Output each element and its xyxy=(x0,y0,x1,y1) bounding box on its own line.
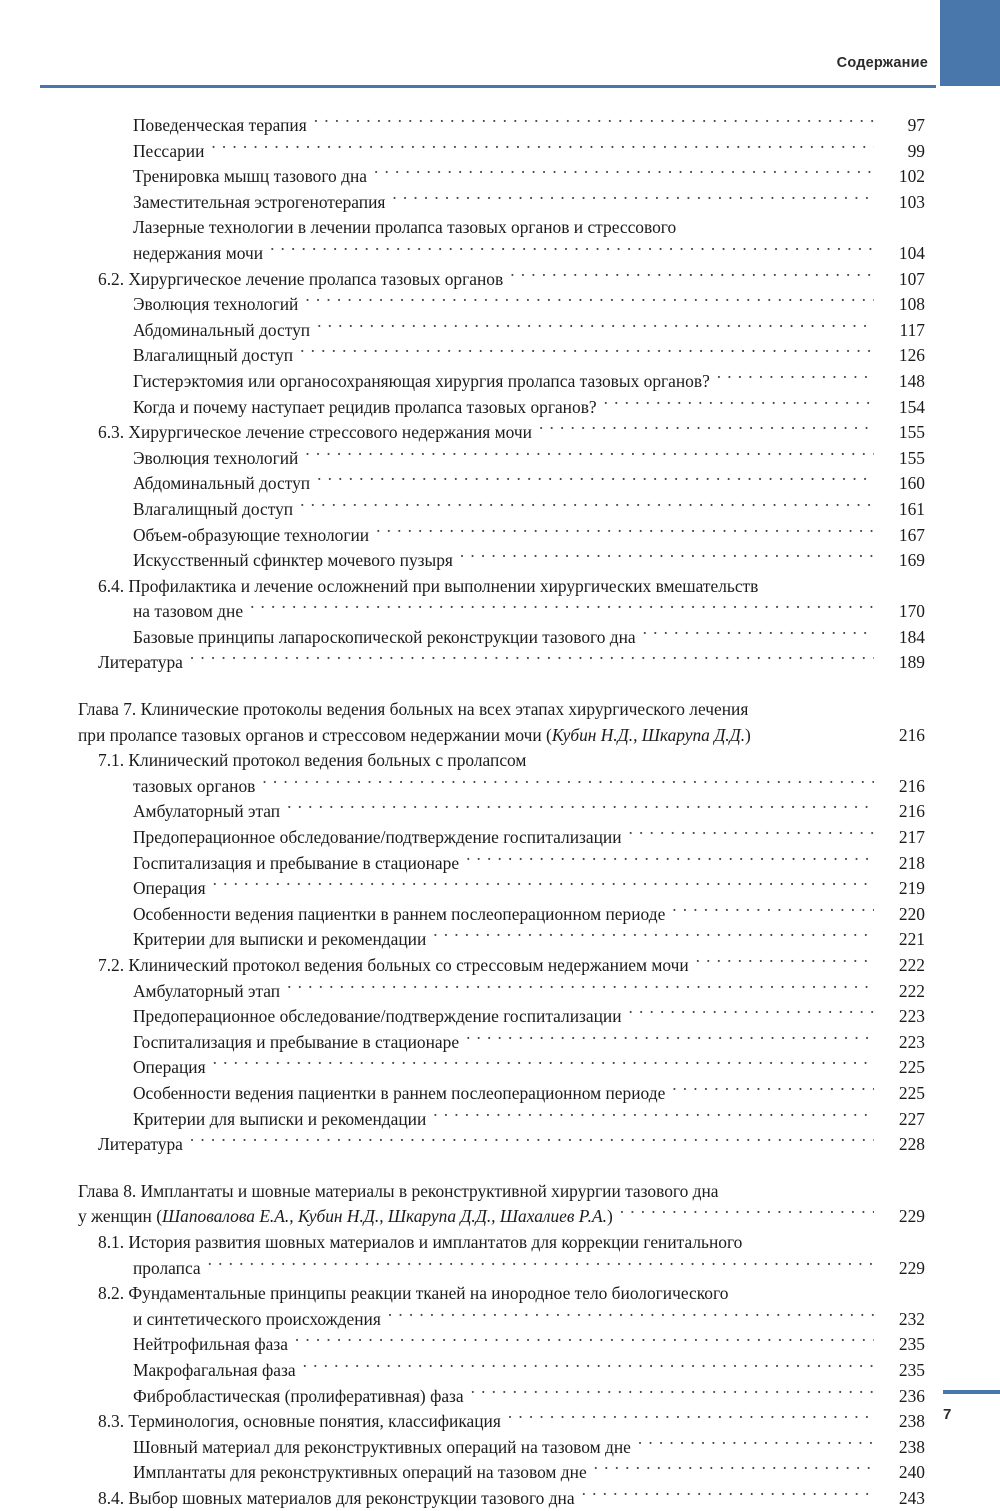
toc-entry-label: Тренировка мышц тазового дна xyxy=(133,166,367,187)
toc-leader-dots xyxy=(466,851,874,868)
toc-entry-label: Операция xyxy=(133,878,206,899)
toc-entry-page-number: 238 xyxy=(898,1436,925,1457)
toc-leader-dots xyxy=(317,318,874,335)
toc-leader-dots xyxy=(376,523,874,540)
toc-leader-dots xyxy=(510,267,874,284)
toc-leader-dots xyxy=(539,421,874,438)
toc-entry-label: Глава 7. Клинические протоколы ведения больных на всех этапах хирургического лечения xyxy=(78,699,749,720)
toc-entry-label: Нейтрофильная фаза xyxy=(133,1334,288,1355)
toc-entry[interactable] xyxy=(0,395,1000,421)
toc-entry-label: Объем-образующие технологии xyxy=(133,524,370,545)
toc-entry-label: Критерии для выписки и рекомендации xyxy=(133,929,427,950)
toc-entry-authors: Кубин Н.Д., Шкарупа Д.Д. xyxy=(551,724,746,745)
toc-entry[interactable] xyxy=(0,697,1000,723)
toc-entry-page-number: 225 xyxy=(898,1057,925,1078)
toc-leader-dots xyxy=(211,139,874,156)
toc-entry-label: 8.4. Выбор шовных материалов для реконструкции тазового дна xyxy=(98,1487,575,1508)
toc-leader-dots xyxy=(728,1282,879,1299)
toc-entry[interactable] xyxy=(0,876,1000,902)
toc-leader-dots xyxy=(672,1082,874,1099)
toc-leader-dots xyxy=(751,723,879,740)
toc-entry-page-number: 240 xyxy=(898,1462,925,1483)
page-header xyxy=(0,0,1000,92)
toc-entry[interactable] xyxy=(0,1004,1000,1030)
toc-leader-dots xyxy=(717,370,874,387)
toc-leader-dots xyxy=(629,826,874,843)
toc-leader-dots xyxy=(643,625,874,642)
toc-entry-authors: Шаповалова Е.А., Кубин Н.Д., Шкарупа Д.Д., Шахалиев Р.А. xyxy=(162,1206,607,1227)
toc-leader-dots xyxy=(314,114,874,131)
toc-leader-dots xyxy=(748,698,879,715)
toc-entry-label: Предоперационное обследование/подтверждение госпитализации xyxy=(133,827,622,848)
toc-entry-page-number: 235 xyxy=(898,1359,925,1380)
toc-leader-dots xyxy=(317,472,874,489)
toc-entry[interactable] xyxy=(0,1486,1000,1511)
toc-entry-label: Фибробластическая (пролиферативная) фаза xyxy=(133,1385,464,1406)
toc-leader-dots xyxy=(582,1486,874,1503)
toc-entry[interactable] xyxy=(0,1332,1000,1358)
toc-entry[interactable] xyxy=(0,420,1000,446)
toc-entry-label: 8.1. История развития шовных материалов и имплантатов для коррекции генитального xyxy=(98,1231,743,1252)
toc-entry-page-number: 220 xyxy=(898,903,925,924)
toc-entry[interactable] xyxy=(0,979,1000,1005)
toc-leader-dots xyxy=(374,165,874,182)
toc-entry-page-number: 216 xyxy=(898,724,925,745)
toc-entry[interactable] xyxy=(0,1230,1000,1256)
toc-entry-page-number: 229 xyxy=(898,1206,925,1227)
toc-entry-label: пролапса xyxy=(133,1257,201,1278)
toc-entry[interactable] xyxy=(0,548,1000,574)
toc-entry[interactable] xyxy=(0,215,1000,241)
toc-entry[interactable] xyxy=(0,1307,1000,1333)
toc-leader-dots xyxy=(287,979,874,996)
toc-entry-page-number: 169 xyxy=(898,550,925,571)
toc-entry-label: Абдоминальный доступ xyxy=(133,319,311,340)
page-number: 7 xyxy=(943,1406,952,1423)
toc-entry-label: Глава 8. Имплантаты и шовные материалы в реконструктивной хирургии тазового дна xyxy=(78,1180,719,1201)
toc-entry-page-number: 221 xyxy=(898,929,925,950)
toc-entry[interactable] xyxy=(0,113,1000,139)
toc-entry-page-number: 225 xyxy=(898,1082,925,1103)
toc-entry-label: Критерии для выписки и рекомендации xyxy=(133,1108,427,1129)
toc-leader-dots xyxy=(604,395,874,412)
toc-entry-label: тазовых органов xyxy=(133,775,256,796)
toc-entry-page-number: 97 xyxy=(907,115,925,135)
toc-leader-dots xyxy=(466,1030,874,1047)
toc-entry-page-number: 104 xyxy=(898,242,925,263)
toc-leader-dots xyxy=(190,651,874,668)
toc-entry-page-number: 155 xyxy=(898,422,925,443)
toc-entry-label: Поведенческая терапия xyxy=(133,115,307,135)
toc-entry[interactable] xyxy=(0,953,1000,979)
footer-rule xyxy=(943,1390,1000,1394)
toc-entry-label: на тазовом дне xyxy=(133,601,244,622)
toc-leader-dots xyxy=(388,1307,874,1324)
toc-entry-page-number: 99 xyxy=(907,140,925,161)
toc-entry-page-number: 103 xyxy=(898,191,925,212)
toc-entry-page-number: 184 xyxy=(898,626,925,647)
toc-entry-label: Когда и почему наступает рецидив пролапса тазовых органов? xyxy=(133,396,597,417)
toc-entry-label: 7.1. Клинический протокол ведения больных с пролапсом xyxy=(98,750,527,771)
toc-entry[interactable] xyxy=(0,1179,1000,1205)
toc-entry[interactable] xyxy=(0,625,1000,651)
toc-entry-page-number: 218 xyxy=(898,852,925,873)
toc-entry[interactable] xyxy=(0,774,1000,800)
toc-leader-dots xyxy=(676,216,879,233)
toc-leader-dots xyxy=(433,1107,874,1124)
toc-entry[interactable] xyxy=(0,343,1000,369)
toc-entry[interactable] xyxy=(0,1055,1000,1081)
toc-entry-label: Абдоминальный доступ xyxy=(133,473,311,494)
toc-entry-page-number: 107 xyxy=(898,268,925,289)
toc-entry-page-number: 148 xyxy=(898,370,925,391)
toc-leader-dots xyxy=(213,877,874,894)
toc-entry[interactable] xyxy=(0,471,1000,497)
toc-entry[interactable] xyxy=(0,369,1000,395)
toc-entry[interactable] xyxy=(0,446,1000,472)
toc-entry-page-number: 227 xyxy=(898,1108,925,1129)
toc-entry-label: Литература xyxy=(98,1134,183,1155)
toc-leader-dots xyxy=(250,600,874,617)
running-head-title: Содержание xyxy=(836,55,928,71)
toc-entry[interactable] xyxy=(0,164,1000,190)
toc-leader-dots xyxy=(190,1133,874,1150)
toc-entry-label: у женщин (Шаповалова Е.А., Кубин Н.Д., Шкарупа Д.Д., Шахалиев Р.А.) xyxy=(78,1206,613,1227)
toc-entry[interactable] xyxy=(0,927,1000,953)
toc-entry-label: недержания мочи xyxy=(133,242,264,263)
toc-leader-dots xyxy=(629,1005,874,1022)
toc-entry[interactable] xyxy=(0,318,1000,344)
toc-entry-page-number: 229 xyxy=(898,1257,925,1278)
toc-entry[interactable] xyxy=(0,902,1000,928)
toc-entry-label: Особенности ведения пациентки в раннем послеоперационном периоде xyxy=(133,1082,666,1103)
toc-entry-label: Заместительная эстрогенотерапия xyxy=(133,191,386,212)
toc-entry-label: Госпитализация и пребывание в стационаре xyxy=(133,852,460,873)
toc-entry[interactable] xyxy=(0,139,1000,165)
toc-entry-label: 8.2. Фундаментальные принципы реакции тканей на инородное тело биологического xyxy=(98,1283,729,1304)
toc-entry[interactable] xyxy=(0,523,1000,549)
toc-leader-dots xyxy=(758,574,879,591)
toc-leader-dots xyxy=(392,190,874,207)
toc-entry[interactable] xyxy=(0,1256,1000,1282)
toc-entry-label: 6.3. Хирургическое лечение стрессового недержания мочи xyxy=(98,422,532,443)
toc-entry-page-number: 238 xyxy=(898,1411,925,1432)
toc-entry-page-number: 160 xyxy=(898,473,925,494)
toc-entry-page-number: 167 xyxy=(898,524,925,545)
toc-entry[interactable] xyxy=(0,599,1000,625)
toc-leader-dots xyxy=(742,1231,879,1248)
toc-leader-dots xyxy=(295,1333,874,1350)
toc-leader-dots xyxy=(305,293,874,310)
toc-group-gap xyxy=(0,676,1000,697)
toc-leader-dots xyxy=(433,928,874,945)
toc-entry-label: и синтетического происхождения xyxy=(133,1308,381,1329)
toc-entry-page-number: 126 xyxy=(898,345,925,366)
toc-entry-label: Искусственный сфинктер мочевого пузыря xyxy=(133,550,453,571)
toc-entry-label: Амбулаторный этап xyxy=(133,801,281,822)
toc-entry[interactable] xyxy=(0,292,1000,318)
toc-entry-label: Базовые принципы лапароскопической реконструкции тазового дна xyxy=(133,626,636,647)
toc-entry-page-number: 222 xyxy=(898,955,925,975)
toc-entry[interactable] xyxy=(0,650,1000,676)
toc-entry-label: Эволюция технологий xyxy=(133,294,299,315)
toc-entry-page-number: 117 xyxy=(899,319,925,340)
toc-entry[interactable] xyxy=(0,497,1000,523)
toc-entry-page-number: 189 xyxy=(898,652,925,673)
toc-entry-label: 6.4. Профилактика и лечение осложнений при выполнении хирургических вмешательств xyxy=(98,575,759,596)
toc-leader-dots xyxy=(300,498,874,515)
toc-entry-label: Макрофагальная фаза xyxy=(133,1359,296,1380)
toc-entry[interactable] xyxy=(0,825,1000,851)
toc-entry[interactable] xyxy=(0,799,1000,825)
toc-entry-page-number: 222 xyxy=(898,980,925,1001)
toc-entry-page-number: 217 xyxy=(898,827,925,848)
toc-entry-page-number: 232 xyxy=(898,1308,925,1329)
toc-entry-page-number: 235 xyxy=(898,1334,925,1355)
toc-entry-page-number: 243 xyxy=(898,1487,925,1508)
toc-leader-dots xyxy=(208,1256,874,1273)
toc-entry-page-number: 223 xyxy=(898,1006,925,1027)
toc-leader-dots xyxy=(213,1056,874,1073)
table-of-contents xyxy=(0,113,1000,1511)
toc-entry[interactable] xyxy=(0,267,1000,293)
toc-entry-page-number: 108 xyxy=(898,294,925,315)
toc-entry[interactable] xyxy=(0,574,1000,600)
toc-entry[interactable] xyxy=(0,1132,1000,1158)
toc-leader-dots xyxy=(460,549,874,566)
toc-entry-label: Литература xyxy=(98,652,183,673)
toc-entry-label: Лазерные технологии в лечении пролапса тазовых органов и стрессового xyxy=(133,217,677,238)
toc-leader-dots xyxy=(300,344,874,361)
toc-entry-label: Госпитализация и пребывание в стационаре xyxy=(133,1031,460,1052)
toc-entry[interactable] xyxy=(0,241,1000,267)
toc-entry-page-number: 216 xyxy=(898,801,925,822)
toc-entry[interactable] xyxy=(0,1204,1000,1230)
toc-entry-label: Имплантаты для реконструктивных операций на тазовом дне xyxy=(133,1462,587,1483)
toc-entry-label: Операция xyxy=(133,1057,206,1078)
toc-entry[interactable] xyxy=(0,1107,1000,1133)
toc-entry[interactable] xyxy=(0,748,1000,774)
toc-entry-label: Влагалищный доступ xyxy=(133,498,294,519)
toc-entry-label: Предоперационное обследование/подтверждение госпитализации xyxy=(133,1006,622,1027)
toc-entry-page-number: 161 xyxy=(898,498,925,519)
toc-entry-label: Шовный материал для реконструктивных операций на тазовом дне xyxy=(133,1436,631,1457)
header-rule xyxy=(40,85,936,88)
toc-entry-page-number: 170 xyxy=(898,601,925,622)
toc-entry[interactable] xyxy=(0,1081,1000,1107)
page-footer xyxy=(0,1366,1000,1486)
toc-leader-dots xyxy=(696,954,874,971)
toc-entry-page-number: 216 xyxy=(898,775,925,796)
toc-entry[interactable] xyxy=(0,851,1000,877)
toc-leader-dots xyxy=(270,242,874,259)
toc-entry-page-number: 236 xyxy=(898,1385,925,1406)
toc-leader-dots xyxy=(672,902,874,919)
toc-entry-label: Амбулаторный этап xyxy=(133,980,281,1001)
toc-leader-dots xyxy=(526,749,879,766)
toc-entry-page-number: 102 xyxy=(898,166,925,187)
toc-entry-label: 7.2. Клинический протокол ведения больных со стрессовым недержанием мочи xyxy=(98,955,689,975)
toc-group-gap xyxy=(0,1158,1000,1179)
toc-leader-dots xyxy=(287,800,874,817)
toc-entry-page-number: 154 xyxy=(898,396,925,417)
toc-entry-page-number: 228 xyxy=(898,1134,925,1155)
header-accent-block xyxy=(940,0,1000,86)
toc-entry-page-number: 155 xyxy=(898,447,925,468)
toc-entry-label: Гистерэктомия или органосохраняющая хирургия пролапса тазовых органов? xyxy=(133,370,710,391)
toc-entry-label: 6.2. Хирургическое лечение пролапса тазовых органов xyxy=(98,268,504,289)
toc-entry-label: Пессарии xyxy=(133,140,205,161)
toc-entry-label: Особенности ведения пациентки в раннем послеоперационном периоде xyxy=(133,903,666,924)
toc-entry-label: 8.3. Терминология, основные понятия, классификация xyxy=(98,1411,501,1432)
toc-entry-page-number: 219 xyxy=(898,878,925,899)
toc-leader-dots xyxy=(305,446,874,463)
toc-entry-label: при пролапсе тазовых органов и стрессовом недержании мочи (Кубин Н.Д., Шкарупа Д.Д.) xyxy=(78,724,751,745)
toc-entry-label: Эволюция технологий xyxy=(133,447,299,468)
toc-entry-page-number: 223 xyxy=(898,1031,925,1052)
toc-entry[interactable] xyxy=(0,1030,1000,1056)
toc-leader-dots xyxy=(719,1179,879,1196)
toc-leader-dots xyxy=(620,1205,874,1222)
toc-entry[interactable] xyxy=(0,1281,1000,1307)
toc-leader-dots xyxy=(262,774,874,791)
toc-entry[interactable] xyxy=(0,190,1000,216)
toc-entry-label: Влагалищный доступ xyxy=(133,345,294,366)
toc-entry[interactable] xyxy=(0,723,1000,749)
